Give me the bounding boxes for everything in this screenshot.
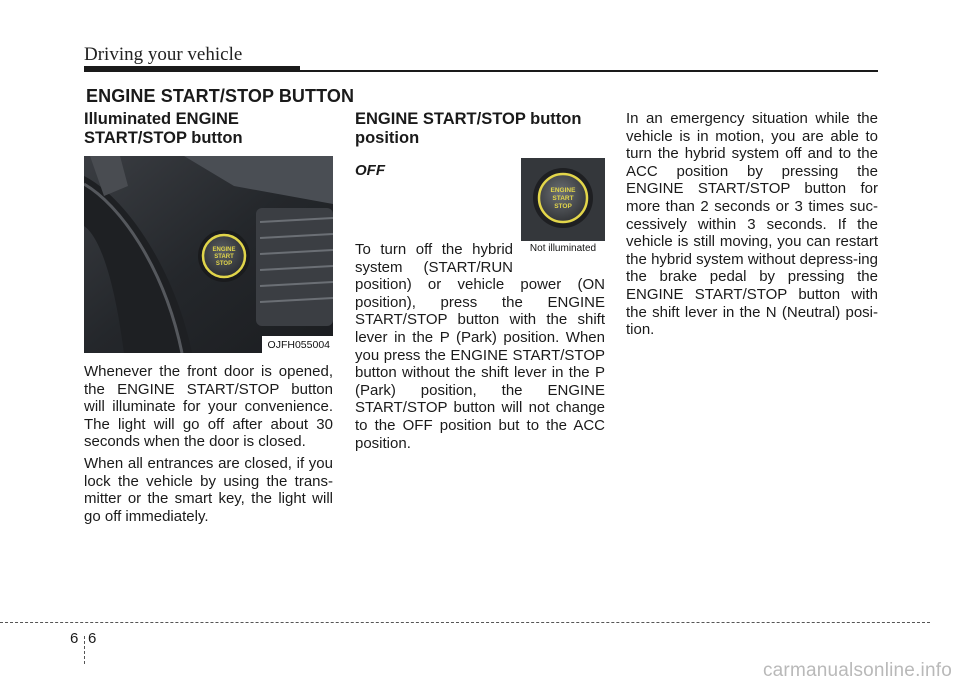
dashboard-photo [84,156,333,353]
chapter-number: 6 [70,630,79,647]
air-vent [256,208,333,326]
off-button-inset [521,158,605,256]
inset-text-stop: STOP [554,203,572,210]
paragraph-lock: When all entrances are closed, if you lock the vehicle by using the trans-mitter or the smart key, the light will go off immediately. [84,454,333,525]
footer-dashed-line [0,622,930,623]
section-title: ENGINE START/STOP BUTTON [86,86,355,106]
photo-caption: OJFH055004 [262,336,333,353]
button-text-start: START [214,254,234,260]
inset-caption: Not illuminated [521,241,605,256]
watermark: carmanualsonline.info [762,660,952,681]
page-number: 6 [88,630,97,647]
button-text-engine: ENGINE [212,247,236,253]
button-text-stop: STOP [215,261,233,267]
inset-text-engine: ENGINE [550,187,576,194]
paragraph-illumination: Whenever the front door is opened, the ENGINE START/STOP button will illuminate for your convenience. The light will go off after about 30 seconds when the door is closed. [84,363,333,451]
illuminated-heading: Illuminated ENGINE START/STOP button [84,110,243,147]
header-rule-thin [84,70,878,72]
footer-dashed-divider [84,636,85,664]
inset-text-start: START [552,195,574,202]
paragraph-emergency: In an emergency situation while the vehicle is in motion, you are able to turn the hybrid system off and to the ACC position by pressing the ENGINE START/STOP button for more than 2 seconds or 3 times suc-cessively within 3 seconds. If the vehicle is still moving, you can restart the hybrid system without depress-ing the brake pedal by pressing the ENGINE START/STOP button with the shift lever in the N (Neutral) posi-tion. [626,110,878,339]
paragraph-turn-off: To turn off the hybrid system (START/RUN position) or vehicle power (ON position), press the ENGINE START/STOP button with the shift lever in the P (Park) position. When you press the ENGINE START/STOP button without the shift lever in the P (Park) position, the ENGINE START/STOP button will not change to the OFF position but to the ACC position. [355,241,605,452]
running-header: Driving your vehicle [84,44,243,65]
start-stop-button-illuminated [198,230,250,282]
column-3 [626,110,878,339]
position-heading: ENGINE START/STOP button position [355,110,582,147]
column-2 [355,110,605,452]
off-label: OFF [355,162,385,179]
column-1 [84,110,333,525]
